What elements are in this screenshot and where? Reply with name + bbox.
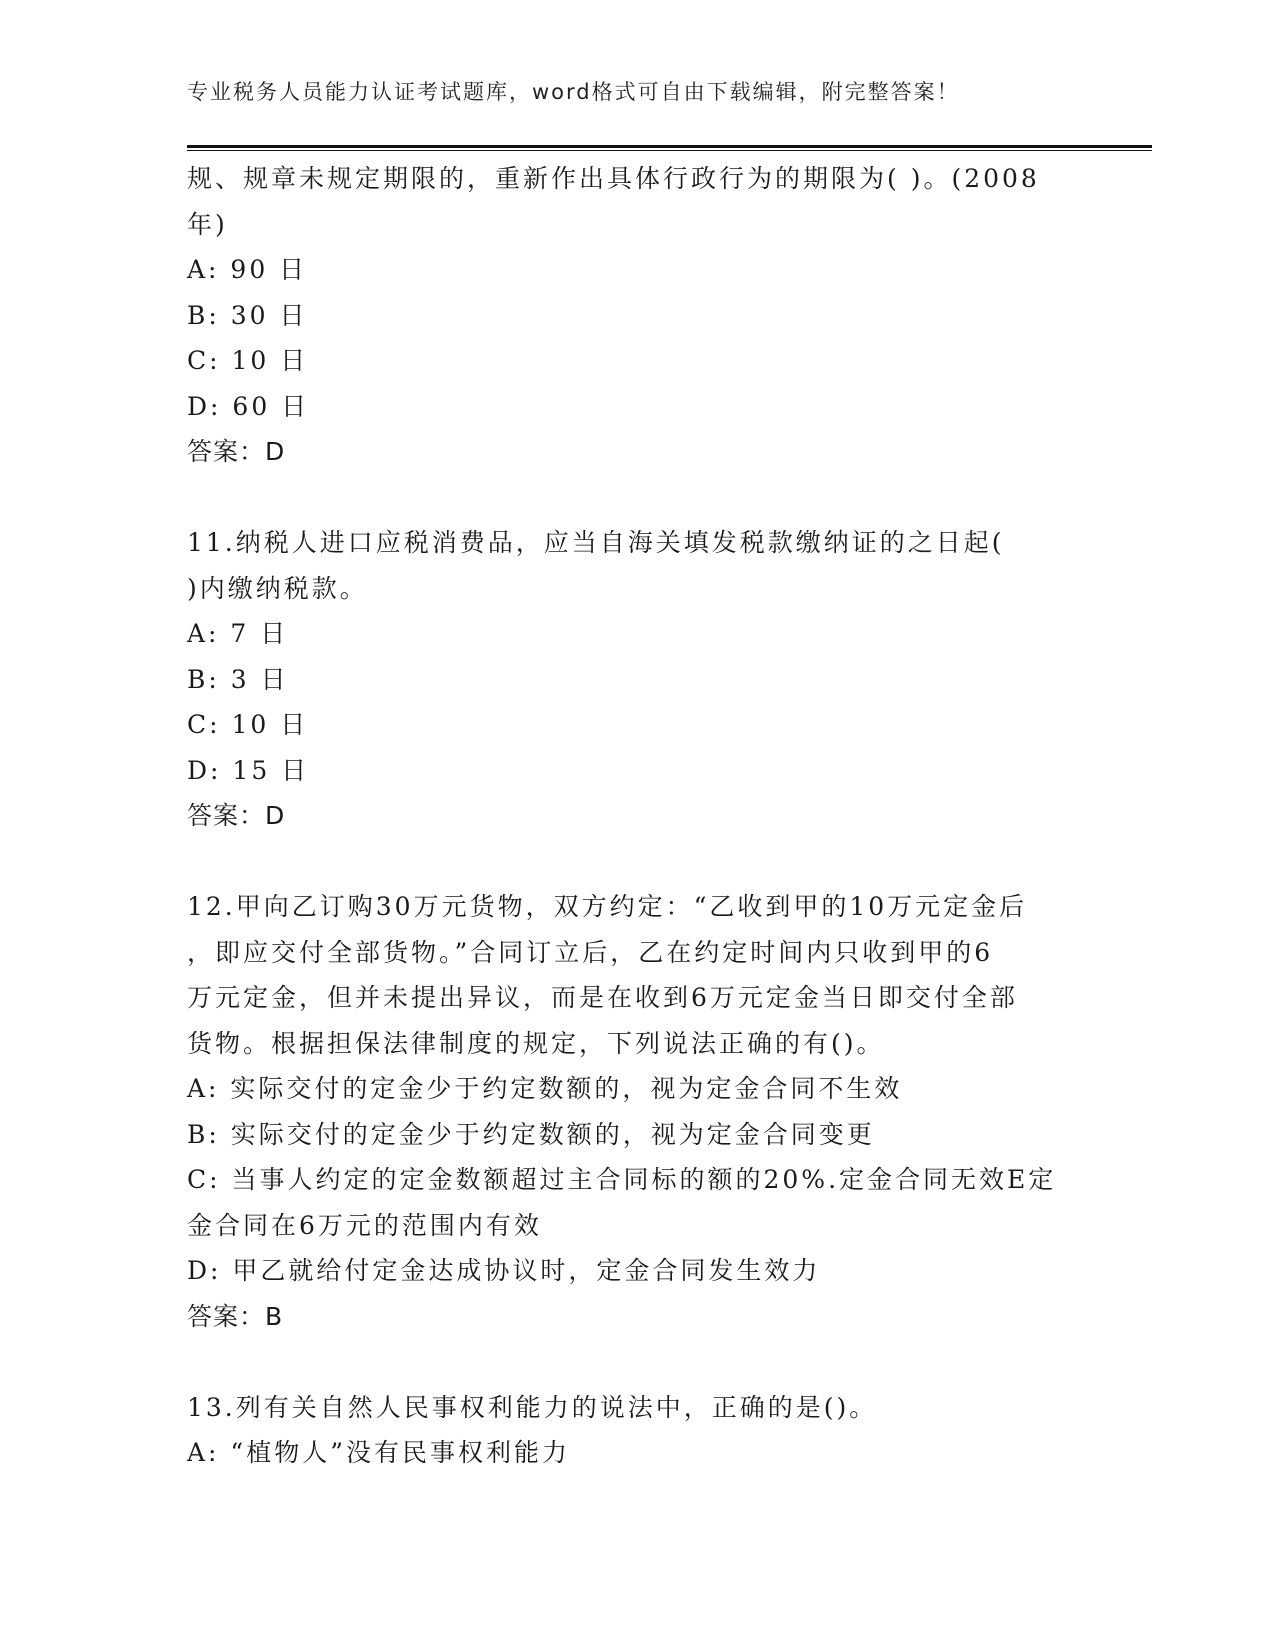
option-a: A: 7 日 <box>187 619 289 648</box>
question-stem-line: 11.纳税人进口应税消费品，应当自海关填发税款缴纳证的之日起( <box>187 528 1005 557</box>
option-b: B: 3 日 <box>187 664 289 694</box>
answer-text: 答案：D <box>187 437 286 466</box>
option-c: C: 10 日 <box>187 710 309 739</box>
question-stem-line: )内缴纳税款。 <box>187 573 368 603</box>
question-13 <box>187 1385 1087 1476</box>
question-stem-line: 13.列有关自然人民事权利能力的说法中，正确的是()。 <box>187 1392 878 1422</box>
option-d: D: 15 日 <box>187 755 310 785</box>
option-c: C: 10 日 <box>187 346 309 375</box>
question-10 <box>187 156 1087 475</box>
answer-text: 答案：B <box>187 1301 284 1331</box>
option-a: A: “植物人”没有民事权利能力 <box>187 1438 570 1467</box>
option-a: A: 实际交付的定金少于约定数额的，视为定金合同不生效 <box>187 1074 903 1103</box>
question-11 <box>187 520 1087 839</box>
page-header: 专业税务人员能力认证考试题库，word格式可自由下载编辑，附完整答案！ <box>187 80 960 104</box>
option-c-continued: 金合同在6万元的范围内有效 <box>187 1210 542 1240</box>
header-divider-thick <box>187 145 1152 148</box>
answer-text: 答案：D <box>187 801 286 830</box>
option-d: D: 60 日 <box>187 391 310 421</box>
question-12 <box>187 884 1087 1339</box>
question-stem-line: 年) <box>187 209 228 239</box>
document-body <box>187 156 1087 1476</box>
option-b: B: 30 日 <box>187 300 308 330</box>
option-c: C: 当事人约定的定金数额超过主合同标的额的20%.定金合同无效E定 <box>187 1165 1057 1194</box>
question-stem-line: 12.甲向乙订购30万元货物，双方约定：“乙收到甲的10万元定金后 <box>187 892 1028 921</box>
option-b: B: 实际交付的定金少于约定数额的，视为定金合同变更 <box>187 1119 875 1149</box>
option-d: D: 甲乙就给付定金达成协议时，定金合同发生效力 <box>187 1256 821 1285</box>
spacer <box>187 839 1087 885</box>
spacer <box>187 1339 1087 1385</box>
spacer <box>187 475 1087 521</box>
question-stem-line: 万元定金，但并未提出异议，而是在收到6万元定金当日即交付全部 <box>187 983 1018 1012</box>
question-stem-line: 规、规章未规定期限的，重新作出具体行政行为的期限为( )。(2008 <box>187 164 1040 193</box>
option-a: A: 90 日 <box>187 255 308 284</box>
header-divider-thin <box>187 150 1152 151</box>
question-stem-line: 货物。根据担保法律制度的规定，下列说法正确的有()。 <box>187 1028 885 1058</box>
question-stem-line: ，即应交付全部货物。”合同订立后，乙在约定时间内只收到甲的6 <box>187 937 994 967</box>
